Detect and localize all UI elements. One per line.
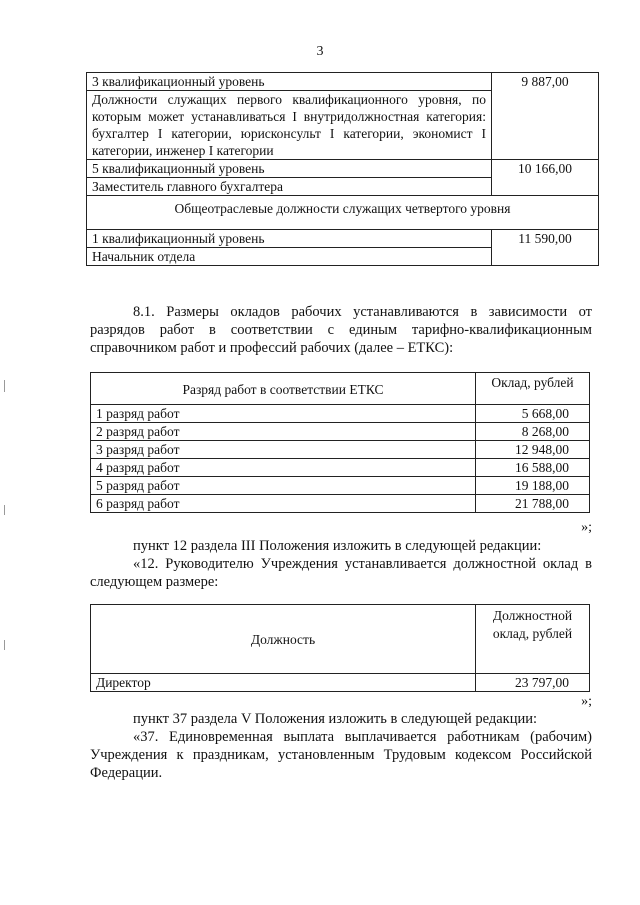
- section-heading: Общеотраслевые должности служащих четвертого уровня: [87, 196, 599, 230]
- table-row: [87, 230, 599, 248]
- director-salary-table: [90, 604, 590, 692]
- column-header-position: Должность: [91, 605, 476, 674]
- table-row: [91, 459, 590, 477]
- paragraph-8-1: 8.1. Размеры окладов рабочих устанавливаются в зависимости от разрядов работ в соответствии с единым тарифно-квалификационным справочником работ и профессий рабочих (далее – ЕТКС):: [90, 304, 592, 356]
- qualification-level: 3 квалификационный уровень: [87, 73, 492, 91]
- table-row: [91, 495, 590, 513]
- quote-end-mark: »;: [581, 694, 592, 709]
- column-header-grade: Разряд работ в соответствии ЕТКС: [91, 373, 476, 405]
- scan-margin-mark: [4, 380, 5, 392]
- salary-cell: 21 788,00: [476, 495, 590, 513]
- salary-cell: 11 590,00: [492, 230, 599, 266]
- position-description: Заместитель главного бухгалтера: [87, 178, 492, 196]
- grade-cell: 6 разряд работ: [91, 495, 476, 513]
- column-header-salary: Должностной оклад, рублей: [476, 605, 590, 674]
- position-cell: Директор: [91, 674, 476, 692]
- page-number: 3: [316, 44, 324, 59]
- table-header-row: [91, 605, 590, 674]
- table-header-row: [91, 373, 590, 405]
- quote-end-mark: »;: [581, 520, 592, 535]
- scan-margin-mark: [4, 640, 5, 650]
- salary-cell: 5 668,00: [476, 405, 590, 423]
- grade-cell: 4 разряд работ: [91, 459, 476, 477]
- paragraph-amend-12: пункт 12 раздела III Положения изложить в следующей редакции:: [133, 538, 542, 554]
- salary-cell: 9 887,00: [492, 73, 599, 160]
- table-row: [87, 196, 599, 230]
- salary-cell: 12 948,00: [476, 441, 590, 459]
- table-row: [91, 441, 590, 459]
- table-row: [91, 674, 590, 692]
- salary-cell: 8 268,00: [476, 423, 590, 441]
- etks-salary-table: [90, 372, 590, 513]
- grade-cell: 2 разряд работ: [91, 423, 476, 441]
- qualification-salary-table: [86, 72, 599, 266]
- salary-cell: 10 166,00: [492, 160, 599, 196]
- salary-cell: 19 188,00: [476, 477, 590, 495]
- position-description: Начальник отдела: [87, 248, 492, 266]
- paragraph-12: «12. Руководителю Учреждения устанавливается должностной оклад в следующем размере:: [90, 556, 592, 590]
- table-row: [91, 405, 590, 423]
- grade-cell: 3 разряд работ: [91, 441, 476, 459]
- table-row: [87, 73, 599, 91]
- grade-cell: 1 разряд работ: [91, 405, 476, 423]
- qualification-level: 5 квалификационный уровень: [87, 160, 492, 178]
- table-row: [87, 160, 599, 178]
- qualification-level: 1 квалификационный уровень: [87, 230, 492, 248]
- paragraph-amend-37: пункт 37 раздела V Положения изложить в следующей редакции:: [133, 711, 537, 727]
- scan-margin-mark: [4, 505, 5, 515]
- table-row: [91, 477, 590, 495]
- paragraph-37: «37. Единовременная выплата выплачивается работникам (рабочим) Учреждения к праздникам, установленным Трудовым кодексом Российской Федерации.: [90, 729, 592, 781]
- position-description: Должности служащих первого квалификационного уровня, по которым может устанавливаться I внутридолжностная категория: бухгалтер I категории, юрисконсульт I категории, экономист I категории, инженер I категории: [87, 91, 492, 160]
- salary-cell: 16 588,00: [476, 459, 590, 477]
- grade-cell: 5 разряд работ: [91, 477, 476, 495]
- salary-cell: 23 797,00: [476, 674, 590, 692]
- column-header-salary: Оклад, рублей: [476, 373, 590, 405]
- table-row: [91, 423, 590, 441]
